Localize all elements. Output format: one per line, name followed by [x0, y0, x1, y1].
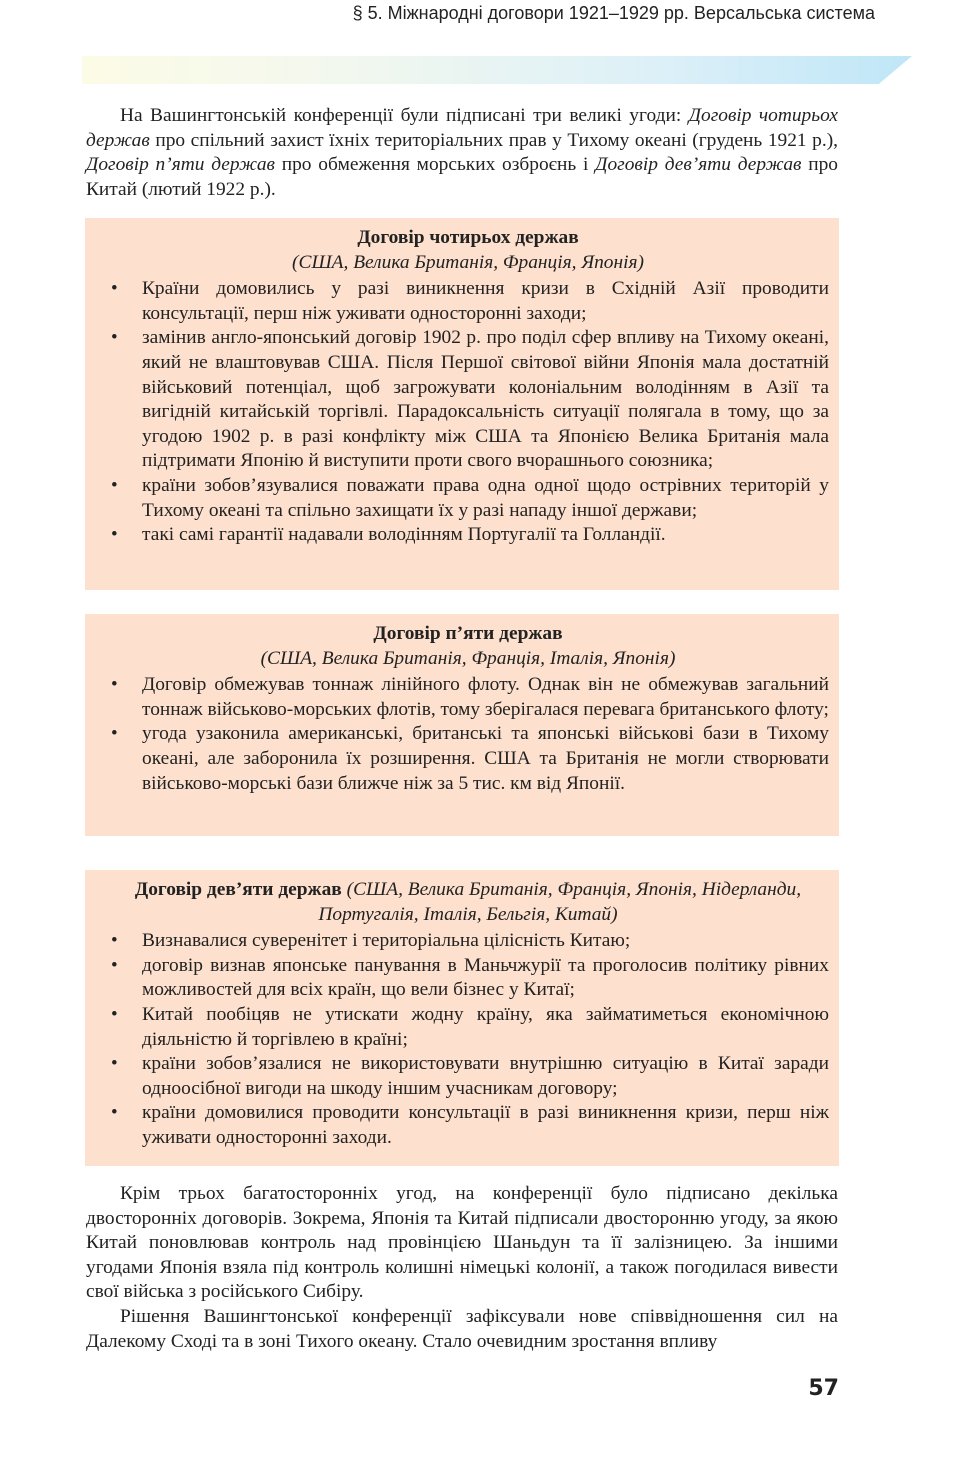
bullet-icon: •	[111, 723, 118, 745]
four-power-treaty-title: Договір чотирьох держав	[357, 227, 579, 248]
list-item: • країни домовилися проводити консультації в разі виникнення кризи, перш ніж уживати односторонні заходи.	[111, 1102, 829, 1148]
bullet-icon: •	[111, 674, 118, 696]
intro-text-3: про обмеження морських озброєнь і	[274, 154, 596, 176]
outro-paragraph-2: Рішення Вашингтонської конференції зафіксували нове співвідношення сил на Далекому Сході та в зоні Тихого океану. Стало очевидним зростання впливу	[86, 1305, 838, 1352]
running-header-title: § 5. Міжнародні договори 1921–1929 рр. Версальська система	[352, 3, 875, 23]
five-power-treaty-list	[107, 673, 829, 796]
nine-power-treaty-title: Договір дев’яти держав	[134, 879, 342, 900]
bullet-icon: •	[111, 930, 118, 952]
intro-paragraph-block	[86, 104, 838, 202]
nine-power-treaty-box	[85, 870, 839, 1166]
list-item: • такі самі гарантії надавали володінням Португалії та Голландії.	[107, 523, 829, 548]
intro-term-five-powers: Договір п’яти держав	[86, 154, 275, 176]
bullet-icon: •	[111, 474, 118, 496]
intro-text-2: про спільний захист їхніх територіальних прав у Тихому океані (грудень 1921 р.),	[149, 129, 838, 151]
five-power-treaty-box	[85, 614, 839, 836]
intro-paragraph	[86, 104, 838, 202]
bullet-icon: •	[111, 1102, 118, 1124]
list-item: • угода узаконила американські, британські та японські військові бази в Тихому океані, але заборонила їх розширення. США та Британія не могли створювати військово-морські бази ближче ніж за 5 тис. км від Японії.	[111, 723, 829, 794]
list-item: • договір визнав японське панування в Маньчжурії та проголосив політику рівних можливостей для всіх країн, що вели бізнес у Китаї;	[111, 954, 829, 1001]
bullet-icon: •	[111, 954, 118, 976]
five-power-treaty-title: Договір п’яти держав	[373, 623, 563, 644]
list-item: • країни зобов’язалися не використовувати внутрішню ситуацію в Китаї заради одноосібної вигоди на шкоду іншим учасникам договору;	[111, 1053, 829, 1099]
list-item: • Визнавалися суверенітет і територіальна цілісність Китаю;	[107, 929, 829, 954]
nine-power-treaty-heading	[107, 878, 829, 927]
list-item: • Китай пообіцяв не утискати жодну країну, яка займатиметься економічною діяльністю й торгівлею в країні;	[111, 1003, 829, 1050]
bullet-icon: •	[111, 524, 118, 546]
nine-power-treaty-list	[107, 929, 829, 1150]
outro-paragraph-1: Крім трьох багатосторонніх угод, на конференції було підписано декілька двосторонніх договорів. Зокрема, Японія та Китай підписали двосторонню угоду, за якою Китай поновлював контроль над провінцією Шаньдун та її залізницею. За іншими угодами Японія взяла під контроль колишні німецькі колонії, а також погодилася вивести свої війська з російського Сибіру.	[86, 1183, 838, 1303]
bullet-icon: •	[111, 1003, 118, 1025]
page-number: 57	[808, 1376, 839, 1401]
intro-text-1: На Вашингтонській конференції були підписані три великі угоди:	[120, 105, 689, 126]
nine-power-treaty-members: (США, Велика Британія, Франція, Японія, Нідерланди, Португалія, Італія, Бельгія, Китай)	[318, 879, 802, 925]
intro-text-4: про Китай (лютий 1922 р.).	[86, 154, 839, 200]
four-power-treaty-list	[107, 277, 829, 548]
five-power-treaty-members: (США, Велика Британія, Франція, Італія, Японія)	[260, 647, 676, 669]
bullet-icon: •	[111, 1053, 118, 1075]
list-item: • замінив англо-японський договір 1902 р. про поділ сфер впливу на Тихому океані, який не влаштовував США. Після Першої світової війни Японія мала достатній військовий потенціал, щоб загрожувати колоніальним володінням в Азії та вигідній китайській торгівлі. Парадоксальність ситуації полягала в тому, що за угодою 1902 р. в разі конфлікту між США та Японією Велика Британія мала підтримати Японію й виступити проти свого вчорашнього союзника;	[111, 327, 829, 472]
four-power-treaty-box	[85, 218, 839, 590]
list-item: • Країни домовились у разі виникнення кризи в Східній Азії проводити консультації, перш ніж уживати односторонні заходи;	[111, 278, 829, 324]
intro-term-four-powers: Договір чотирьох держав	[86, 105, 838, 151]
bullet-icon: •	[111, 278, 118, 300]
outro-paragraph-block	[86, 1182, 838, 1354]
list-item: • країни зобов’язувалися поважати права одна одної щодо острівних територій у Тихому океані та спільно захищати їх у разі нападу іншої держави;	[111, 474, 829, 521]
four-power-treaty-members: (США, Велика Британія, Франція, Японія)	[292, 251, 644, 273]
bullet-icon: •	[111, 327, 118, 349]
intro-term-nine-powers: Договір дев’яти держав	[595, 154, 802, 176]
running-header-bar	[82, 56, 912, 84]
list-item: • Договір обмежував тоннаж лінійного флоту. Однак він не обмежував загальний тоннаж військово-морських флотів, тому зберігалася перевага британського флоту;	[111, 674, 829, 720]
